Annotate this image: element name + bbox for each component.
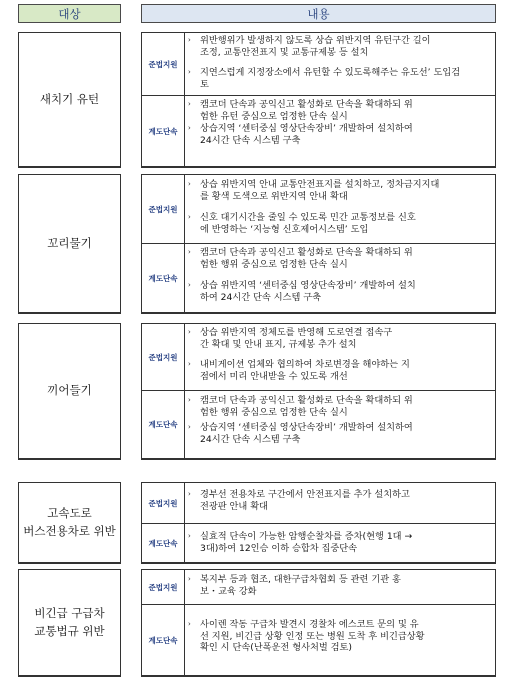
bullet-item xyxy=(185,574,495,597)
bullet-arrow-icon: › xyxy=(188,248,191,256)
target-label xyxy=(47,382,91,400)
support-items xyxy=(185,33,495,95)
bullet-text: 험한 유턴 중심으로 엄정한 단속 실시 xyxy=(200,110,348,122)
target-label xyxy=(34,605,104,641)
bullet-arrow-icon: › xyxy=(188,532,191,540)
bullet-arrow-icon: › xyxy=(188,490,191,498)
support-section xyxy=(142,324,495,390)
target-cell xyxy=(18,174,121,314)
bullet-item xyxy=(185,212,495,235)
bullet-item xyxy=(185,489,495,512)
content-group xyxy=(141,323,496,460)
bullet-arrow-icon: › xyxy=(188,328,191,336)
bullet-text: 험한 행위 중심으로 엄정한 단속 실시 xyxy=(200,406,348,418)
support-label: 준법지원 xyxy=(142,175,185,243)
header-content: 내용 xyxy=(141,4,496,23)
bullet-item xyxy=(185,327,495,350)
bullet-text: 전광판 안내 확대 xyxy=(200,500,268,512)
support-section xyxy=(142,33,495,95)
target-text: 끼어들기 xyxy=(47,383,92,398)
target-text: 새치기 유턴 xyxy=(39,91,100,106)
bullet-item xyxy=(185,35,495,58)
target-label xyxy=(47,235,91,253)
support-section xyxy=(142,483,495,523)
bullet-text: 상습지역 ‘센터중심 영상단속장비’ 개발하여 설치하여 xyxy=(200,123,413,134)
target-cell xyxy=(18,482,121,564)
bullet-arrow-icon: › xyxy=(188,68,191,76)
bullet-arrow-icon: › xyxy=(188,423,191,431)
target-text: 꼬리물기 xyxy=(47,235,92,250)
support-section xyxy=(142,570,495,604)
support-label: 준법지원 xyxy=(142,33,185,95)
bullet-item xyxy=(185,395,495,418)
bullet-text: 상습지역 ‘센터중심 영상단속장비’ 개발하여 설치하여 xyxy=(200,422,413,433)
content-group xyxy=(141,482,496,564)
support-items xyxy=(185,570,495,604)
target-text: 고속도로 xyxy=(47,505,92,520)
bullet-text: 하여 24시간 단속 시스템 구축 xyxy=(200,291,321,303)
bullet-arrow-icon: › xyxy=(188,360,191,368)
enforce-label: 계도단속 xyxy=(142,244,185,312)
header-target: 대상 xyxy=(18,4,121,23)
content-group xyxy=(141,569,496,677)
support-items xyxy=(185,324,495,390)
bullet-text: 상습 위반지역 ‘센터중심 영상단속장비’ 개발하여 설치 xyxy=(200,280,416,291)
bullet-text: 보・교육 강화 xyxy=(200,585,257,597)
target-label xyxy=(40,91,99,109)
support-section xyxy=(142,175,495,243)
enforce-items xyxy=(185,605,495,675)
bullet-item xyxy=(185,247,495,270)
bullet-text: 에 반영하는 ‘지능형 신호제어시스템’ 도입 xyxy=(200,223,369,235)
content-group xyxy=(141,32,496,168)
bullet-item xyxy=(185,359,495,382)
bullet-arrow-icon: › xyxy=(188,213,191,221)
enforce-items xyxy=(185,244,495,312)
enforce-items xyxy=(185,391,495,458)
bullet-item xyxy=(185,619,495,654)
support-label: 준법지원 xyxy=(142,570,185,604)
bullet-arrow-icon: › xyxy=(188,620,191,628)
bullet-item xyxy=(185,99,495,122)
target-cell xyxy=(18,323,121,460)
target-text: 비긴급 구급차 xyxy=(34,605,105,620)
bullet-text: 선 지원, 비긴급 상황 인정 또는 병원 도착 후 비긴급상황 xyxy=(200,630,425,642)
bullet-text: 캠코더 단속과 공익신고 활성화로 단속을 확대하되 위 xyxy=(200,99,413,110)
bullet-text: 험한 행위 중심으로 엄정한 단속 실시 xyxy=(200,258,348,270)
support-label: 준법지원 xyxy=(142,483,185,523)
bullet-text: 24시간 단속 시스템 구축 xyxy=(200,433,301,445)
bullet-text: 토 xyxy=(200,78,209,90)
target-cell xyxy=(18,569,121,677)
bullet-text: 신호 대기시간을 줄일 수 있도록 민간 교통정보를 신호 xyxy=(200,212,416,223)
bullet-item xyxy=(185,67,495,90)
bullet-item xyxy=(185,179,495,202)
bullet-item xyxy=(185,422,495,445)
bullet-text: 캠코더 단속과 공익신고 활성화로 단속을 확대하되 위 xyxy=(200,247,413,258)
bullet-item xyxy=(185,280,495,303)
bullet-item xyxy=(185,531,495,554)
bullet-arrow-icon: › xyxy=(188,281,191,289)
enforce-label: 계도단속 xyxy=(142,605,185,675)
bullet-text: 실효적 단속이 가능한 암행순찰차를 증차(현행 1대 → xyxy=(200,531,413,542)
bullet-text: 복지부 등과 협조, 대한구급차협회 등 관련 기관 홍 xyxy=(200,574,401,585)
bullet-text: 사이렌 작동 구급차 발견시 경찰차 에스코트 문의 및 유 xyxy=(200,619,419,630)
bullet-arrow-icon: › xyxy=(188,36,191,44)
enforce-section xyxy=(142,390,495,458)
support-items xyxy=(185,175,495,243)
bullet-arrow-icon: › xyxy=(188,575,191,583)
target-label xyxy=(23,505,116,541)
support-items xyxy=(185,483,495,523)
bullet-text: 내비게이션 업체와 협의하여 차로변경을 해야하는 지 xyxy=(200,359,410,370)
target-text: 버스전용차로 위반 xyxy=(23,523,116,538)
bullet-text: 확인 시 단속(난폭운전 형사처벌 검토) xyxy=(200,642,352,653)
content-group xyxy=(141,174,496,314)
target-cell xyxy=(18,32,121,168)
bullet-text: 지연스럽게 지정장소에서 유턴할 수 있도록해주는 유도선’ 도입검 xyxy=(200,67,461,78)
bullet-arrow-icon: › xyxy=(188,396,191,404)
enforce-items xyxy=(185,524,495,562)
bullet-arrow-icon: › xyxy=(188,124,191,132)
bullet-text: 조정, 교통안전표지 및 교통규제봉 등 설치 xyxy=(200,46,369,58)
enforce-section xyxy=(142,243,495,312)
target-text: 교통법규 위반 xyxy=(34,623,105,638)
bullet-arrow-icon: › xyxy=(188,100,191,108)
bullet-text: 를 황색 도색으로 위반지역 안내 확대 xyxy=(200,190,348,202)
enforce-section xyxy=(142,95,495,166)
bullet-arrow-icon: › xyxy=(188,180,191,188)
bullet-text: 상습 위반지역 안내 교통안전표지를 설치하고, 정차금지지대 xyxy=(200,179,440,190)
support-label: 준법지원 xyxy=(142,324,185,390)
bullet-text: 캠코더 단속과 공익신고 활성화로 단속을 확대하되 위 xyxy=(200,395,413,406)
bullet-item xyxy=(185,123,495,146)
bullet-text: 경부선 전용차로 구간에서 안전표지를 추가 설치하고 xyxy=(200,489,410,500)
bullet-text: 24시간 단속 시스템 구축 xyxy=(200,134,301,146)
bullet-text: 점에서 미리 안내받을 수 있도록 개선 xyxy=(200,370,348,382)
enforce-section xyxy=(142,604,495,675)
enforce-label: 계도단속 xyxy=(142,96,185,166)
enforce-items xyxy=(185,96,495,166)
enforce-label: 계도단속 xyxy=(142,391,185,458)
bullet-text: 3대)하여 12인승 이하 승합차 집중단속 xyxy=(200,542,358,554)
bullet-text: 간 확대 및 안내 표지, 규제봉 추가 설치 xyxy=(200,338,357,350)
bullet-text: 위반행위가 발생하지 않도록 상습 위반지역 유턴구간 길이 xyxy=(200,35,431,46)
bullet-text: 상습 위반지역 정체도를 반영해 도로연결 접속구 xyxy=(200,327,393,338)
enforce-section xyxy=(142,523,495,562)
enforce-label: 계도단속 xyxy=(142,524,185,562)
